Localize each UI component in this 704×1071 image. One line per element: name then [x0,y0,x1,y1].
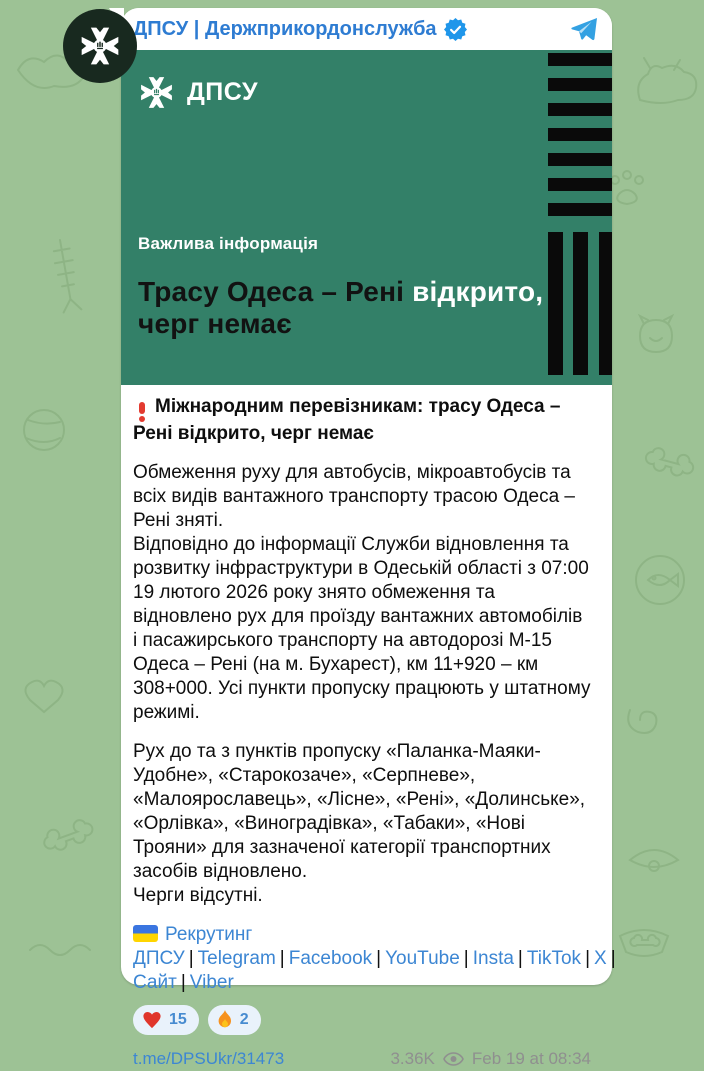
exclamation-icon [135,402,148,422]
link-separator: | [585,948,590,969]
link-separator: | [376,948,382,969]
message-bubble [121,8,616,1068]
paragraph-1-line-1: Обмеження руху для автобусів, мікроавтобусів та всіх видів вантажного транспорту трасою Одеса – Рені зняті. [133,462,575,531]
link-insta[interactable]: Insta [472,948,514,969]
paragraph-1 [133,461,591,725]
reaction-count: 2 [239,1011,249,1028]
share-button[interactable] [570,17,598,42]
post-image-card[interactable] [121,50,612,385]
reaction-count: 15 [169,1011,187,1028]
doodle-bone [41,817,96,855]
telegram-plane-icon [570,17,598,42]
reaction-heart-button[interactable] [133,1005,199,1035]
doodle-bone-2 [643,445,696,479]
link-youtube[interactable]: YouTube [385,948,460,969]
post-headline [133,395,591,446]
link-facebook[interactable]: Facebook [288,948,373,969]
link-x[interactable]: X [594,948,607,969]
doodle-yarn [24,410,64,450]
doodle-cat [640,316,672,352]
link-separator: | [610,948,616,969]
link-separator: | [463,948,469,969]
paragraph-2-line-1: Рух до та з пунктів пропуску «Паланка-Маяки-Удобне», «Старокозаче», «Серпневе», «Малоярославець», «Лісне», «Рені», «Долинське», «Орлівка», «Виноградівка», «Табаки», «Нові Трояни» для зазначеної категорії транспортних засобів відновлено. [133,741,586,882]
link-viber[interactable]: Viber [189,972,234,993]
post-headline-text: Міжнародним перевізникам: трасу Одеса – Рені відкрито, черг немає [133,396,561,444]
verified-badge-icon [444,18,467,41]
link-separator: | [180,972,186,993]
heart-icon [142,1011,162,1029]
doodle-paw [611,171,643,204]
card-title [138,276,558,340]
card-title-part2: черг немає [138,308,292,339]
card-kicker: Важлива інформація [138,234,319,253]
paragraph-2-line-2: Черги відсутні. [133,885,263,906]
card-logo [138,74,258,111]
eye-icon [443,1052,464,1066]
channel-avatar[interactable] [63,9,137,83]
card-logo-text: ДПСУ [187,78,259,106]
views-and-date [390,1047,591,1071]
ukraine-flag-icon [133,925,158,942]
post-header [121,8,612,50]
reactions-row [133,1005,591,1035]
doodle-bowl [620,930,668,956]
social-links-row [133,923,616,995]
post-text [121,385,616,1071]
doodle-spiral [628,710,656,733]
doodle-fish-circle [636,556,684,604]
channel-name-link[interactable]: ДПСУ | Держприкордонслужба [133,17,437,40]
post-date: Feb 19 at 08:34 [471,1049,591,1068]
link-separator: | [279,948,285,969]
paragraph-1-line-2: Відповідно до інформації Служби відновлення та розвитку інфраструктури в Одеській області з 07:00 19 лютого 2026 року знято обмеження та відновлено рух для проїзду вантажних автомобілів і пасажирського транспорту на автодорозі М-15 Одеса – Рені (на м. Бухарест), км 11+920 – км 308+000. Усі пункти пропуску працюють у штатному режимі. [133,534,591,723]
vertical-stripes-decoration [548,232,612,375]
doodle-dog [638,58,696,103]
doodle-squiggle [30,945,90,955]
fire-icon [217,1010,233,1030]
dpsu-cross-icon [138,74,175,111]
horizontal-stripes-decoration [548,53,612,219]
doodle-heart [25,681,62,712]
paragraph-2 [133,740,591,908]
link-tiktok[interactable]: TikTok [526,948,582,969]
link-separator: | [188,948,194,969]
post-footer [133,1045,591,1071]
card-title-part1: Трасу Одеса – Рені [138,276,413,307]
post-permalink[interactable]: t.me/DPSUkr/31473 [133,1049,285,1068]
link-site[interactable]: Сайт [133,972,177,993]
link-recruiting[interactable]: Рекрутинг ДПСУ [133,924,253,969]
link-telegram[interactable]: Telegram [197,948,276,969]
views-count: 3.36K [390,1049,435,1068]
reaction-fire-button[interactable] [208,1005,261,1035]
link-separator: | [517,948,523,969]
card-title-highlight: відкрито, [412,276,544,307]
doodle-collar [630,850,678,871]
dpsu-emblem-icon [78,24,122,68]
doodle-fishbone [51,238,81,312]
